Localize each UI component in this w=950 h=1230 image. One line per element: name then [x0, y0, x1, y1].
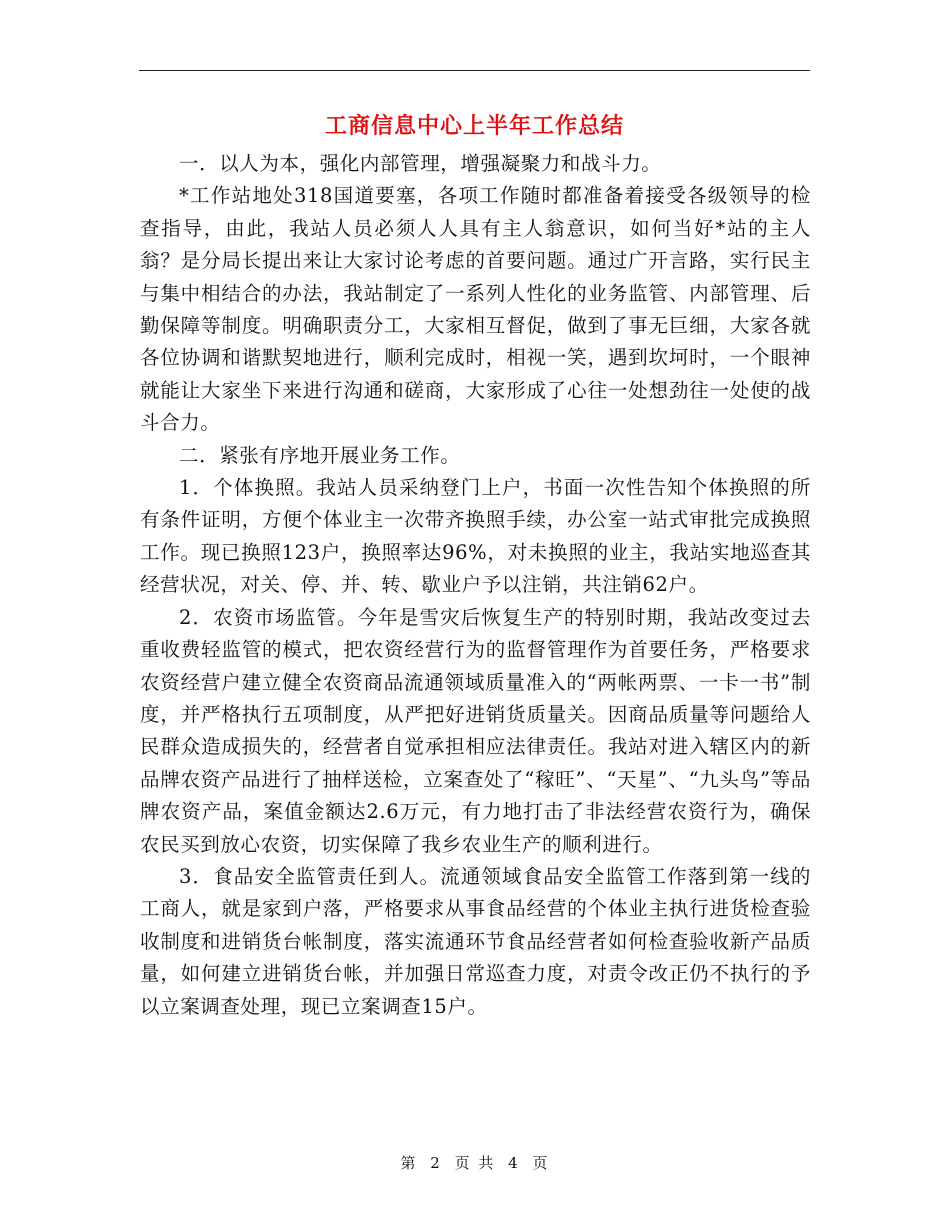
page-total: 4 [508, 1154, 520, 1172]
paragraph: 2．农资市场监管。今年是雪灾后恢复生产的特别时期，我站改变过去重收费轻监管的模式，把农资经营行为的监督管理作为首要任务，严格要求农资经营户建立健全农资商品流通领域质量准入的“两帐两票、一卡一书”制度，并严格执行五项制度，从严把好进销货质量关。因商品质量等问题给人民群众造成损失的，经营者自觉承担相应法律责任。我站对进入辖区内的新品牌农资产品进行了抽样送检，立案查处了“稼旺”、“天星”、“九头鸟”等品牌农资产品，案值金额达2.6万元，有力地打击了非法经营农资行为，确保农民买到放心农资，切实保障了我乡农业生产的顺利进行。 [140, 605, 811, 856]
page-label-suffix: 页 [532, 1154, 550, 1172]
paragraph: 二．紧张有序地开展业务工作。 [179, 443, 461, 467]
header-rule [139, 70, 810, 71]
document-body [140, 148, 811, 1023]
page-number: 2 [430, 1154, 442, 1172]
paragraph: *工作站地处318国道要塞，各项工作随时都准备着接受各级领导的检查指导，由此，我站人员必须人人具有主人翁意识，如何当好*站的主人翁？是分局长提出来让大家讨论考虑的首要问题。通过广开言路，实行民主与集中相结合的办法，我站制定了一系列人性化的业务监管、内部管理、后勤保障等制度。明确职责分工，大家相互督促，做到了事无巨细，大家各就各位协调和谐默契地进行，顺利完成时，相视一笑，遇到坎坷时，一个眼神就能让大家坐下来进行沟通和磋商，大家形成了心往一处想劲往一处使的战斗合力。 [140, 184, 811, 435]
paragraph: 1．个体换照。我站人员采纳登门上户，书面一次性告知个体换照的所有条件证明，方便个体业主一次带齐换照手续，办公室一站式审批完成换照工作。现已换照123户，换照率达96%，对未换照的业主，我站实地巡查其经营状况，对关、停、并、转、歇业户予以注销，共注销62户。 [140, 476, 811, 597]
document-title: 工商信息中心上半年工作总结 [324, 114, 624, 139]
page-label-middle: 页 共 [454, 1154, 496, 1172]
page-label-prefix: 第 [400, 1154, 418, 1172]
paragraph: 一．以人为本，强化内部管理，增强凝聚力和战斗力。 [179, 152, 662, 175]
page-footer [0, 1152, 950, 1173]
paragraph: 3．食品安全监管责任到人。流通领域食品安全监管工作落到第一线的工商人，就是家到户落，严格要求从事食品经营的个体业主执行进货检查验收制度和进销货台帐制度，落实流通环节食品经营者如何检查验收新产品质量，如何建立进销货台帐，并加强日常巡查力度，对责令改正仍不执行的予以立案调查处理，现已立案调查15户。 [140, 864, 811, 1018]
